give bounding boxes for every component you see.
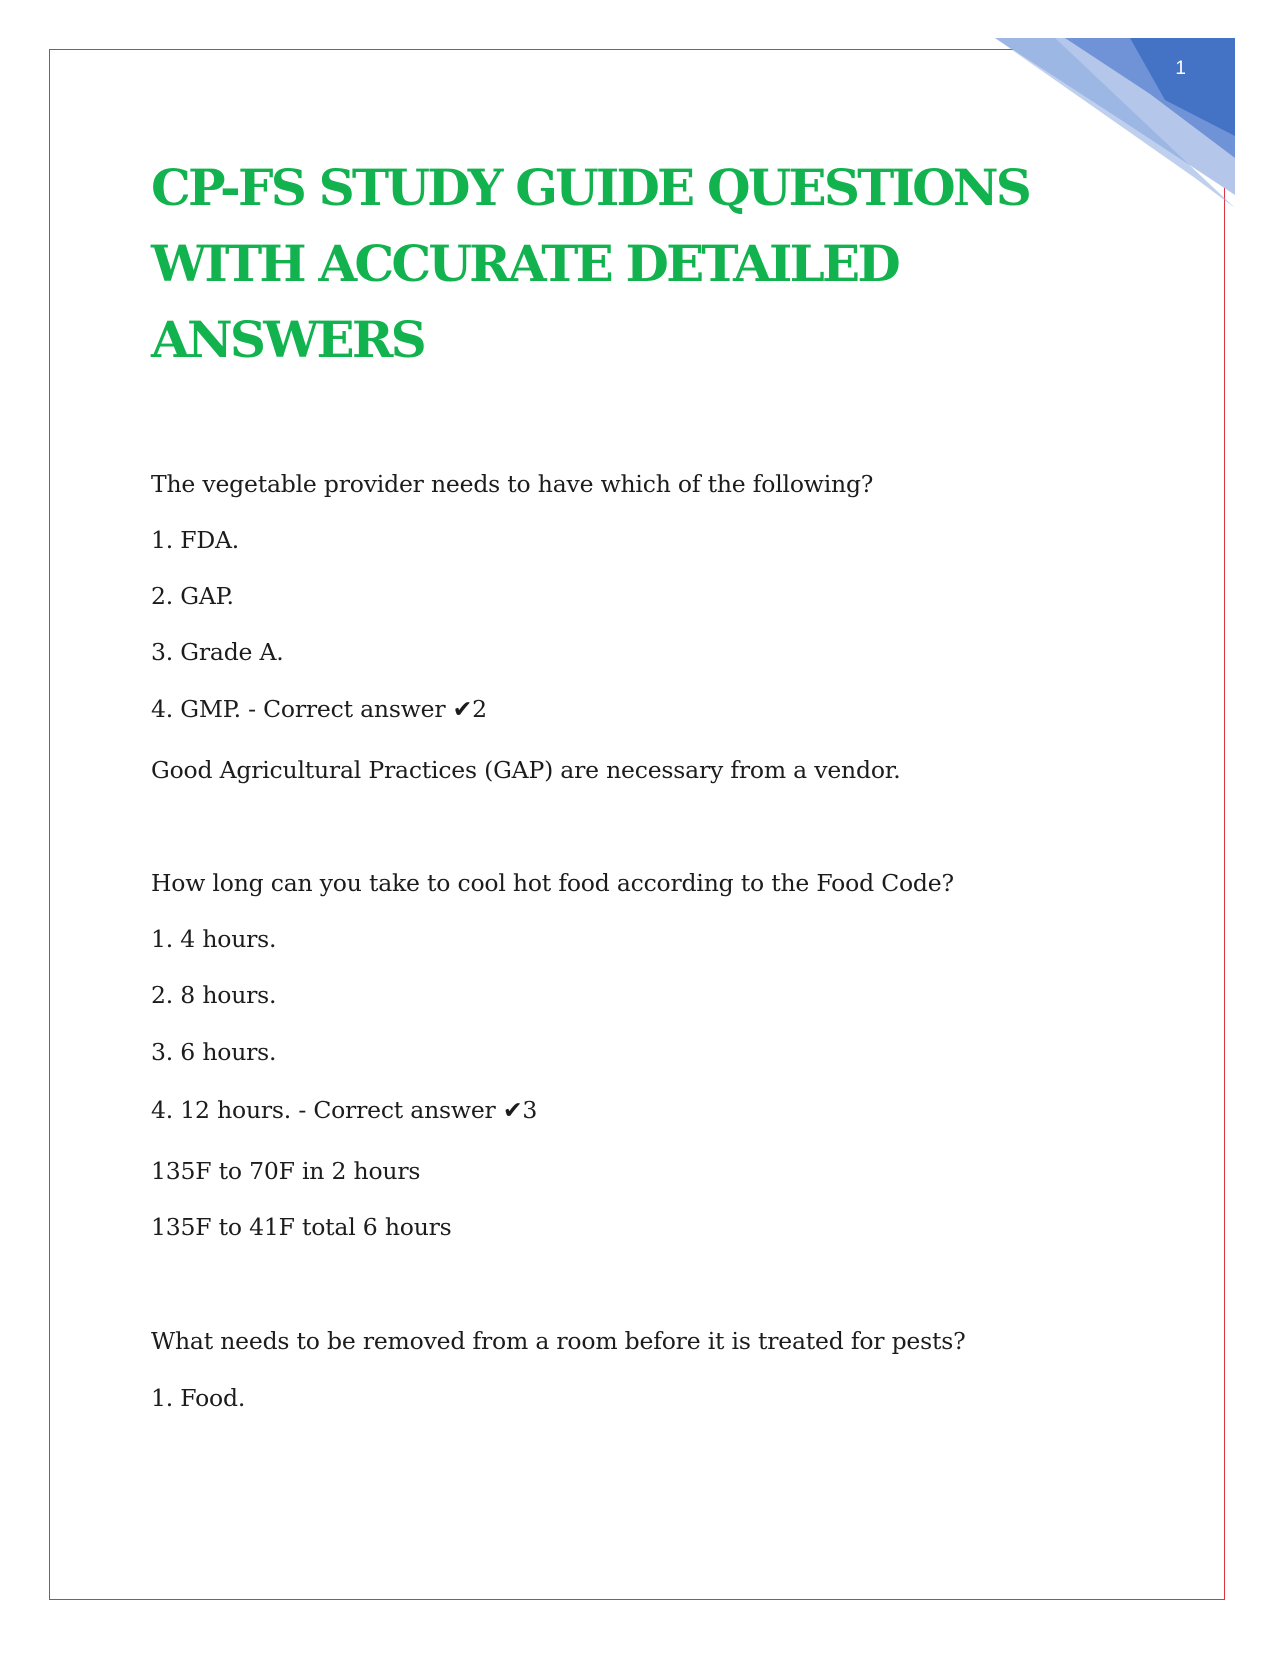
question-2-option-1: 1. 4 hours. xyxy=(151,925,277,953)
question-2-option-4-answer: 4. 12 hours. - Correct answer ✔3 xyxy=(151,1096,538,1124)
question-3-option-1: 1. Food. xyxy=(151,1384,246,1412)
question-2-explanation-line-2: 135F to 41F total 6 hours xyxy=(151,1213,452,1241)
question-2-option-3: 3. 6 hours. xyxy=(151,1038,277,1066)
question-1-option-4-answer: 4. GMP. - Correct answer ✔2 xyxy=(151,695,487,723)
question-1-explanation: Good Agricultural Practices (GAP) are necessary from a vendor. xyxy=(151,756,901,784)
question-1-text: The vegetable provider needs to have which of the following? xyxy=(151,470,874,498)
document-title: CP-FS STUDY GUIDE QUESTIONS WITH ACCURATE DETAILED ANSWERS xyxy=(151,158,1030,369)
page-number: 1 xyxy=(1175,58,1186,79)
question-2-explanation-line-1: 135F to 70F in 2 hours xyxy=(151,1157,421,1185)
question-1-option-1: 1. FDA. xyxy=(151,526,240,554)
question-1-option-3: 3. Grade A. xyxy=(151,638,284,666)
question-1-option-2: 2. GAP. xyxy=(151,582,234,610)
question-2-text: How long can you take to cool hot food according to the Food Code? xyxy=(151,869,954,897)
question-2-option-2: 2. 8 hours. xyxy=(151,981,277,1009)
question-3-text: What needs to be removed from a room before it is treated for pests? xyxy=(151,1327,966,1355)
